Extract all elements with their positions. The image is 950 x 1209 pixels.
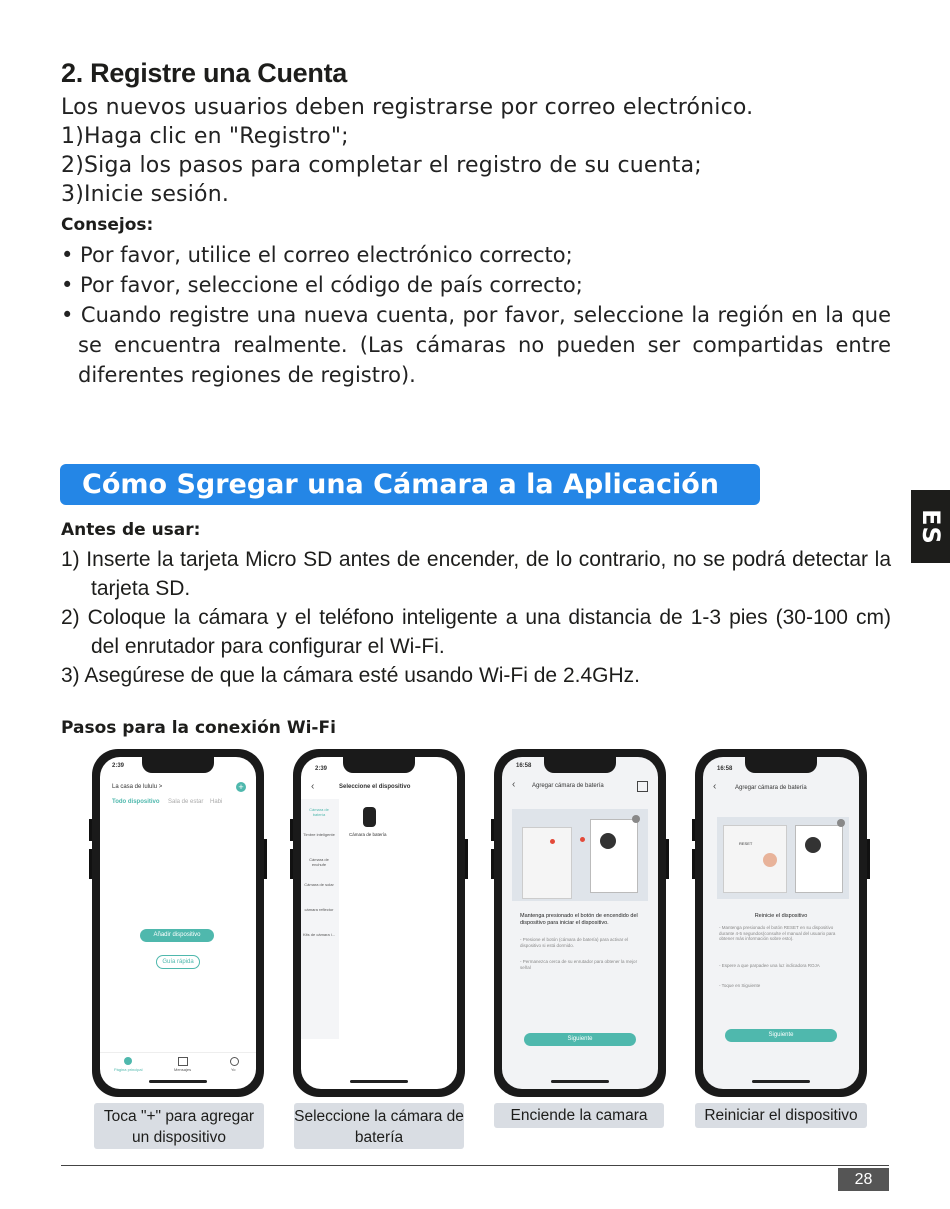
messages-nav-icon[interactable] <box>178 1057 188 1066</box>
section-title: 2. Registre una Cuenta <box>61 58 347 88</box>
add-device-button[interactable]: Añadir dispositivo <box>140 929 214 942</box>
instruction-title: Mantenga presionado el botón de encendido del dispositivo para iniciar el dispositivo. <box>520 913 638 926</box>
page-number: 28 <box>838 1168 889 1191</box>
profile-nav-icon[interactable] <box>230 1057 239 1066</box>
tip-item: • Por favor, utilice el correo electrónico correcto; <box>61 243 573 267</box>
nav-home-label: Página principal <box>114 1067 143 1072</box>
phone-mockup-power-on <box>494 749 666 1097</box>
tab-room[interactable]: Habi <box>210 799 223 805</box>
phone-screen <box>502 757 658 1089</box>
next-button[interactable]: Siguiente <box>725 1029 837 1042</box>
before-use-step: 3) Asegúrese de que la cámara esté usando Wi-Fi de 2.4GHz. <box>61 664 640 687</box>
screen-title: Agregar cámara de batería <box>532 783 604 789</box>
before-use-label: Antes de usar: <box>61 520 201 540</box>
status-time: 16:58 <box>717 766 733 772</box>
caption-step-1: Toca "+" para agregar un dispositivo <box>94 1103 264 1149</box>
caption-step-3: Enciende la camara <box>494 1103 664 1128</box>
caption-step-4: Reiniciar el dispositivo <box>695 1103 867 1128</box>
before-use-step: 1) Inserte la tarjeta Micro SD antes de encender, de lo contrario, no se podrá detectar la tarjeta SD. <box>61 548 891 600</box>
reset-label: RESET <box>739 841 753 846</box>
category-item[interactable]: Cámara de batería <box>309 807 329 817</box>
phone-mockup-reset <box>695 749 867 1097</box>
tab-all-devices[interactable]: Todo dispositivo <box>112 799 160 805</box>
phone-screen <box>301 757 457 1089</box>
qr-code-icon[interactable] <box>637 781 648 792</box>
step-line-1: 1)Haga clic en "Registro"; <box>61 124 349 149</box>
instruction-note: - Presione el botón (cámara de batería) para activar el dispositivo si está dormido. <box>520 937 629 948</box>
power-button-illustration <box>512 809 648 901</box>
phone-screen <box>100 757 256 1089</box>
language-tab <box>911 490 950 563</box>
reset-button-illustration <box>717 817 849 899</box>
quick-guide-button[interactable]: Guía rápida <box>156 955 200 969</box>
intro-line: Los nuevos usuarios deben registrarse por correo electrónico. <box>61 95 754 120</box>
language-tab-label: ES <box>916 508 945 545</box>
phone-mockup-home <box>92 749 264 1097</box>
caption-step-2: Seleccione la cámara de batería <box>294 1103 464 1149</box>
nav-messages-label: Mensajes <box>174 1067 192 1072</box>
status-time: 2:39 <box>112 763 125 769</box>
category-item[interactable]: Timbre inteligente <box>303 832 335 837</box>
footer-divider <box>61 1165 889 1166</box>
category-item[interactable]: Cámara de solar <box>304 882 334 887</box>
screen-title: Seleccione el dispositivo <box>339 784 411 790</box>
device-label[interactable]: Cámara de batería <box>349 832 387 837</box>
instruction-note: - Permanezca cerca de su enrutador para obtener la mejor señal <box>520 959 638 970</box>
tab-living-room[interactable]: Sala de estar <box>168 799 204 805</box>
tips-list <box>61 240 891 390</box>
back-icon[interactable]: ‹ <box>311 781 315 792</box>
add-device-plus-icon[interactable]: + <box>236 782 246 792</box>
nav-me-label: Yo <box>231 1067 236 1072</box>
battery-camera-icon[interactable] <box>363 807 376 827</box>
next-button[interactable]: Siguiente <box>524 1033 636 1046</box>
instruction-note: - Toque en Siguiente <box>719 983 761 988</box>
category-item[interactable]: Kits de cámara i... <box>303 932 336 937</box>
tip-item: • Por favor, seleccione el código de país correcto; <box>61 273 583 297</box>
status-time: 2:39 <box>315 766 328 772</box>
before-use-step: 2) Coloque la cámara y el teléfono inteligente a una distancia de 1-3 pies (30-100 cm) del enrutador para configurar el Wi-Fi. <box>61 606 891 658</box>
wifi-steps-label: Pasos para la conexión Wi-Fi <box>61 718 336 738</box>
screen-title: Agregar cámara de batería <box>735 785 807 791</box>
step-line-2: 2)Siga los pasos para completar el registro de su cuenta; <box>61 153 702 178</box>
status-time: 16:58 <box>516 763 532 769</box>
instruction-note: - Mantenga presionado el botón RESET en su dispositivo durante 4-5 segundos(consulte el manual del usuario para obtener más información sobre esto). <box>719 925 836 941</box>
before-use-steps <box>61 545 891 690</box>
phone-mockup-select-device <box>293 749 465 1097</box>
category-item[interactable]: Cámara de enchufe <box>309 857 329 867</box>
home-title: La casa de lululu > <box>112 784 163 790</box>
phone-screen <box>703 757 859 1089</box>
back-icon[interactable]: ‹ <box>713 781 717 792</box>
tips-label: Consejos: <box>61 215 154 235</box>
category-item[interactable]: cámara reflector <box>304 907 334 912</box>
step-line-3: 3)Inicie sesión. <box>61 182 230 207</box>
back-icon[interactable]: ‹ <box>512 779 516 790</box>
instruction-title: Reinicie el dispositivo <box>754 913 808 919</box>
section-banner: Cómo Sgregar una Cámara a la Aplicación <box>60 464 760 505</box>
tip-item: • Cuando registre una nueva cuenta, por favor, seleccione la región en la que se encuentra realmente. (Las cámaras no pueden ser compartidas entre diferentes regiones de registro). <box>61 303 891 387</box>
instruction-note: - Espere a que parpadee una luz indicadora ROJA <box>719 963 820 968</box>
home-nav-icon[interactable] <box>124 1057 132 1065</box>
